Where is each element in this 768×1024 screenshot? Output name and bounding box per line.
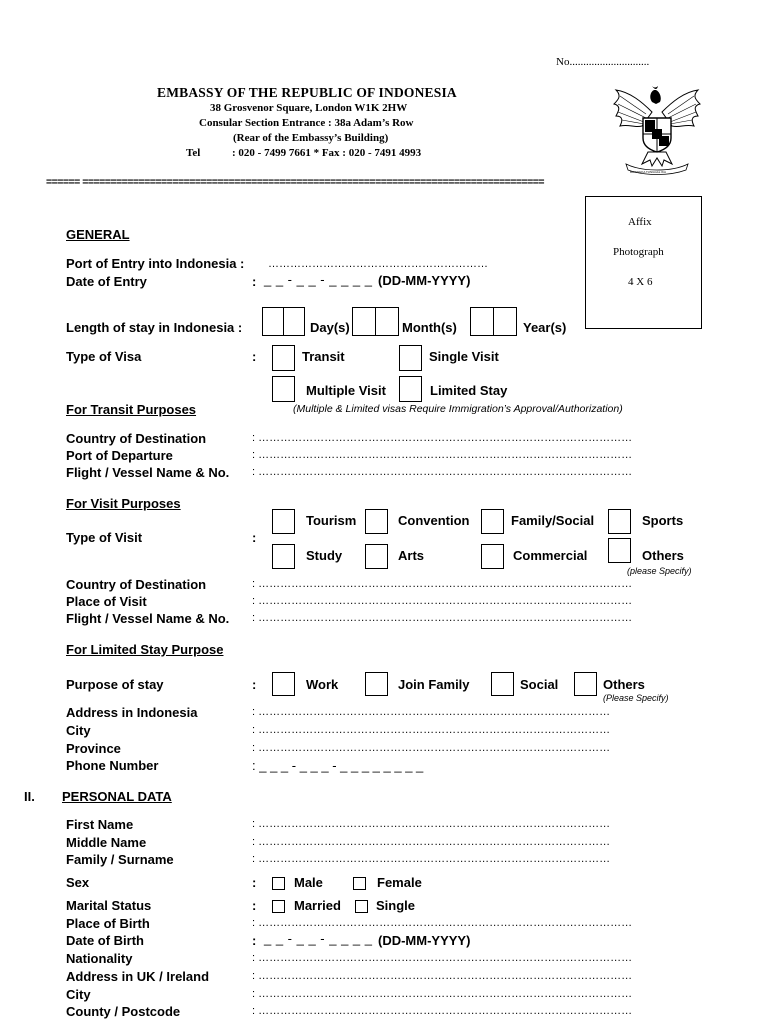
family-name-label: Family / Surname — [66, 852, 174, 867]
county-postcode-label: County / Postcode — [66, 1004, 181, 1019]
limited-city-field[interactable]: : …………………………………………………………………………………… — [252, 724, 611, 736]
transit-flight-label: Flight / Vessel Name & No. — [66, 465, 230, 480]
transit-note: (Multiple & Limited visas Require Immigration’s Approval/Authorization) — [293, 403, 623, 415]
address-uk-field[interactable]: : ………………………………………………………………………………………… — [252, 970, 633, 982]
first-name-label: First Name — [66, 817, 134, 832]
photo-size: 4 X 6 — [628, 276, 653, 288]
birth-date-field[interactable]: _ _ - _ _ - _ _ _ _ — [264, 931, 373, 946]
years-label: Year(s) — [523, 320, 567, 335]
nationality-field[interactable]: : ………………………………………………………………………………………… — [252, 952, 633, 964]
visa-limited-checkbox[interactable] — [399, 376, 422, 402]
limited-work-checkbox[interactable] — [272, 672, 295, 696]
sex-female-checkbox[interactable] — [353, 877, 366, 890]
limited-join-family-checkbox[interactable] — [365, 672, 388, 696]
limited-purpose-colon: : — [252, 677, 257, 692]
birth-place-label: Place of Birth — [66, 916, 150, 931]
sex-label: Sex — [66, 875, 90, 890]
limited-social-label: Social — [520, 677, 559, 692]
visa-multiple-label: Multiple Visit — [306, 383, 386, 398]
visa-type-colon: : — [252, 349, 257, 364]
limited-work-label: Work — [306, 677, 339, 692]
visa-limited-label: Limited Stay — [430, 383, 508, 398]
limited-address-label: Address in Indonesia — [66, 705, 198, 720]
limited-province-field[interactable]: : …………………………………………………………………………………… — [252, 742, 611, 754]
middle-name-field[interactable]: : …………………………………………………………………………………… — [252, 836, 611, 848]
visit-country-label: Country of Destination — [66, 577, 207, 592]
limited-address-field[interactable]: : …………………………………………………………………………………… — [252, 706, 611, 718]
months-label: Month(s) — [402, 320, 457, 335]
birth-date-label: Date of Birth — [66, 933, 144, 948]
visit-family-checkbox[interactable] — [481, 509, 504, 534]
transit-port-label: Port of Departure — [66, 448, 173, 463]
limited-phone-label: Phone Number — [66, 758, 159, 773]
visit-study-label: Study — [306, 548, 343, 563]
visit-sports-label: Sports — [642, 513, 684, 528]
date-of-entry-format: (DD-MM-YYYY) — [378, 273, 471, 288]
visit-flight-field[interactable]: : ………………………………………………………………………………………… — [252, 612, 633, 624]
transit-country-label: Country of Destination — [66, 431, 207, 446]
port-of-entry-label: Port of Entry into Indonesia : — [66, 256, 245, 271]
birth-date-format: (DD-MM-YYYY) — [378, 933, 471, 948]
marital-single-label: Single — [376, 898, 416, 913]
visa-type-label: Type of Visa — [66, 349, 142, 364]
year-digit-2[interactable] — [493, 307, 517, 336]
visit-place-label: Place of Visit — [66, 594, 147, 609]
day-digit-1[interactable] — [262, 307, 284, 336]
family-name-field[interactable]: : …………………………………………………………………………………… — [252, 853, 611, 865]
address-uk-label: Address in UK / Ireland — [66, 969, 210, 984]
limited-social-checkbox[interactable] — [491, 672, 514, 696]
visit-type-colon: : — [252, 530, 257, 545]
visa-transit-checkbox[interactable] — [272, 345, 295, 371]
county-postcode-field[interactable]: : ………………………………………………………………………………………… — [252, 1005, 633, 1017]
visa-multiple-checkbox[interactable] — [272, 376, 295, 402]
visit-others-checkbox[interactable] — [608, 538, 631, 563]
date-of-entry-field[interactable]: _ _ - _ _ - _ _ _ _ — [264, 272, 373, 287]
limited-others-specify: (Please Specify) — [603, 693, 669, 703]
form-number[interactable]: No............................. — [556, 56, 650, 68]
visit-tourism-checkbox[interactable] — [272, 509, 295, 534]
visa-single-checkbox[interactable] — [399, 345, 422, 371]
date-of-entry-colon: : — [252, 274, 257, 289]
transit-country-field[interactable]: : ………………………………………………………………………………………… — [252, 432, 633, 444]
uk-city-label: City — [66, 987, 91, 1002]
marital-married-checkbox[interactable] — [272, 900, 285, 913]
limited-heading: For Limited Stay Purpose — [66, 642, 224, 657]
rear-note: (Rear of the Embassy’s Building) — [233, 132, 389, 144]
marital-status-label: Marital Status — [66, 898, 152, 913]
consular-entrance: Consular Section Entrance : 38a Adam’s Row — [199, 117, 414, 129]
marital-single-checkbox[interactable] — [355, 900, 368, 913]
emblem-motto: BHINNEKA TUNGGAL IKA — [630, 170, 667, 174]
sex-male-label: Male — [294, 875, 323, 890]
days-label: Day(s) — [310, 320, 350, 335]
transit-flight-field[interactable]: : ………………………………………………………………………………………… — [252, 466, 633, 478]
birth-date-colon: : — [252, 933, 257, 948]
visit-place-field[interactable]: : ………………………………………………………………………………………… — [252, 595, 633, 607]
visit-others-label: Others — [642, 548, 684, 563]
visit-commercial-label: Commercial — [513, 548, 588, 563]
limited-purpose-label: Purpose of stay — [66, 677, 164, 692]
transit-heading: For Transit Purposes — [66, 402, 197, 417]
visit-study-checkbox[interactable] — [272, 544, 295, 569]
visit-convention-checkbox[interactable] — [365, 509, 388, 534]
limited-phone-field[interactable]: : _ _ _ - _ _ _ - _ _ _ _ _ _ _ _ — [252, 758, 424, 773]
visit-flight-label: Flight / Vessel Name & No. — [66, 611, 230, 626]
visa-transit-label: Transit — [302, 349, 345, 364]
port-of-entry-field[interactable]: …………………………………………………… — [268, 258, 488, 270]
sex-colon: : — [252, 875, 257, 890]
photo-photograph: Photograph — [613, 246, 664, 258]
visa-single-label: Single Visit — [429, 349, 499, 364]
tel-fax-value: : 020 - 7499 7661 * Fax : 020 - 7491 4993 — [232, 147, 422, 159]
limited-others-label: Others — [603, 677, 645, 692]
visit-family-label: Family/Social — [511, 513, 595, 528]
visit-country-field[interactable]: : ………………………………………………………………………………………… — [252, 578, 633, 590]
visit-heading: For Visit Purposes — [66, 496, 181, 511]
limited-province-label: Province — [66, 741, 121, 756]
birth-place-field[interactable]: : ………………………………………………………………………………………… — [252, 917, 633, 929]
first-name-field[interactable]: : …………………………………………………………………………………… — [252, 818, 611, 830]
day-digit-2[interactable] — [283, 307, 305, 336]
header-separator: ====== ================================================================================== — [46, 176, 545, 188]
general-heading: GENERAL — [66, 227, 130, 242]
visit-tourism-label: Tourism — [306, 513, 357, 528]
month-digit-1[interactable] — [352, 307, 376, 336]
visit-others-specify: (please Specify) — [627, 566, 692, 576]
garuda-emblem — [612, 82, 702, 176]
personal-heading: PERSONAL DATA — [62, 789, 172, 804]
personal-section-number: II. — [24, 789, 35, 804]
visit-type-label: Type of Visit — [66, 530, 143, 545]
length-of-stay-label: Length of stay in Indonesia : — [66, 320, 243, 335]
limited-join-family-label: Join Family — [398, 677, 470, 692]
limited-others-checkbox[interactable] — [574, 672, 597, 696]
photo-affix: Affix — [628, 216, 652, 228]
visit-sports-checkbox[interactable] — [608, 509, 631, 534]
limited-city-label: City — [66, 723, 91, 738]
month-digit-2[interactable] — [375, 307, 399, 336]
uk-city-field[interactable]: : ………………………………………………………………………………………… — [252, 988, 633, 1000]
date-of-entry-label: Date of Entry — [66, 274, 147, 289]
nationality-label: Nationality — [66, 951, 133, 966]
year-digit-1[interactable] — [470, 307, 494, 336]
marital-married-label: Married — [294, 898, 341, 913]
embassy-address: 38 Grosvenor Square, London W1K 2HW — [210, 102, 408, 114]
marital-colon: : — [252, 898, 257, 913]
tel-label: Tel — [186, 147, 201, 159]
sex-female-label: Female — [377, 875, 422, 890]
middle-name-label: Middle Name — [66, 835, 147, 850]
embassy-name: EMBASSY OF THE REPUBLIC OF INDONESIA — [157, 85, 457, 100]
visit-commercial-checkbox[interactable] — [481, 544, 504, 569]
visit-arts-label: Arts — [398, 548, 425, 563]
transit-port-field[interactable]: : ………………………………………………………………………………………… — [252, 449, 633, 461]
visit-convention-label: Convention — [398, 513, 470, 528]
sex-male-checkbox[interactable] — [272, 877, 285, 890]
visit-arts-checkbox[interactable] — [365, 544, 388, 569]
